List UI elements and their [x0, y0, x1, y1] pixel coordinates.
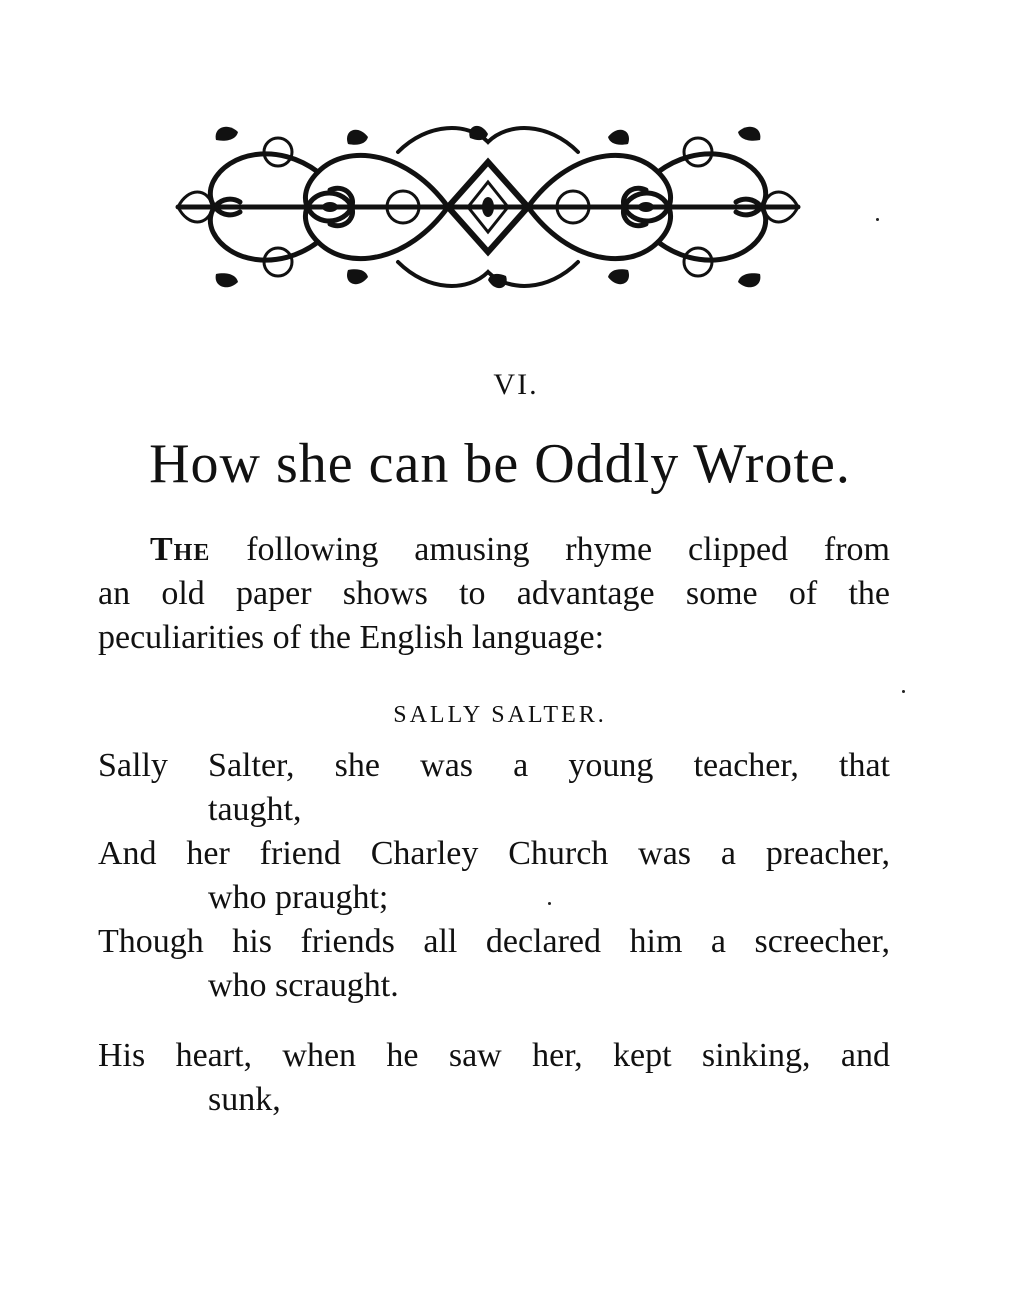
poem-line: His heart, when he saw her, kept sinking, and: [98, 1037, 890, 1074]
poem-line: Sally Salter, she was a young teacher, that: [98, 747, 890, 784]
poem-line: Though his friends all declared him a screecher,: [98, 923, 890, 960]
poem-line-continuation: who scraught.: [208, 967, 399, 1004]
intro-line: peculiarities of the English language:: [98, 619, 605, 656]
scan-speck: [548, 902, 551, 905]
poem-line-continuation: taught,: [208, 791, 302, 828]
poem-stanza: [98, 744, 890, 1008]
poem-line-continuation: who praught;: [208, 879, 389, 916]
chapter-number: VI.: [493, 368, 539, 401]
intro-line-text: following amusing rhyme clipped from: [210, 531, 890, 568]
intro-lead-word: The: [150, 531, 211, 568]
intro-line: an old paper shows to advantage some of the: [98, 575, 890, 612]
poem-title: SALLY SALTER.: [393, 702, 607, 728]
floral-scroll-ornament-icon: [168, 112, 808, 302]
chapter-title: How she can be Oddly Wrote.: [149, 433, 851, 495]
poem-stanza: [98, 1034, 890, 1122]
scan-speck: [876, 218, 879, 221]
intro-line: [98, 528, 890, 572]
scan-speck: [902, 690, 905, 693]
poem-line-continuation: sunk,: [208, 1081, 281, 1118]
intro-paragraph: [98, 528, 890, 660]
poem-line: And her friend Charley Church was a preacher,: [98, 835, 890, 872]
